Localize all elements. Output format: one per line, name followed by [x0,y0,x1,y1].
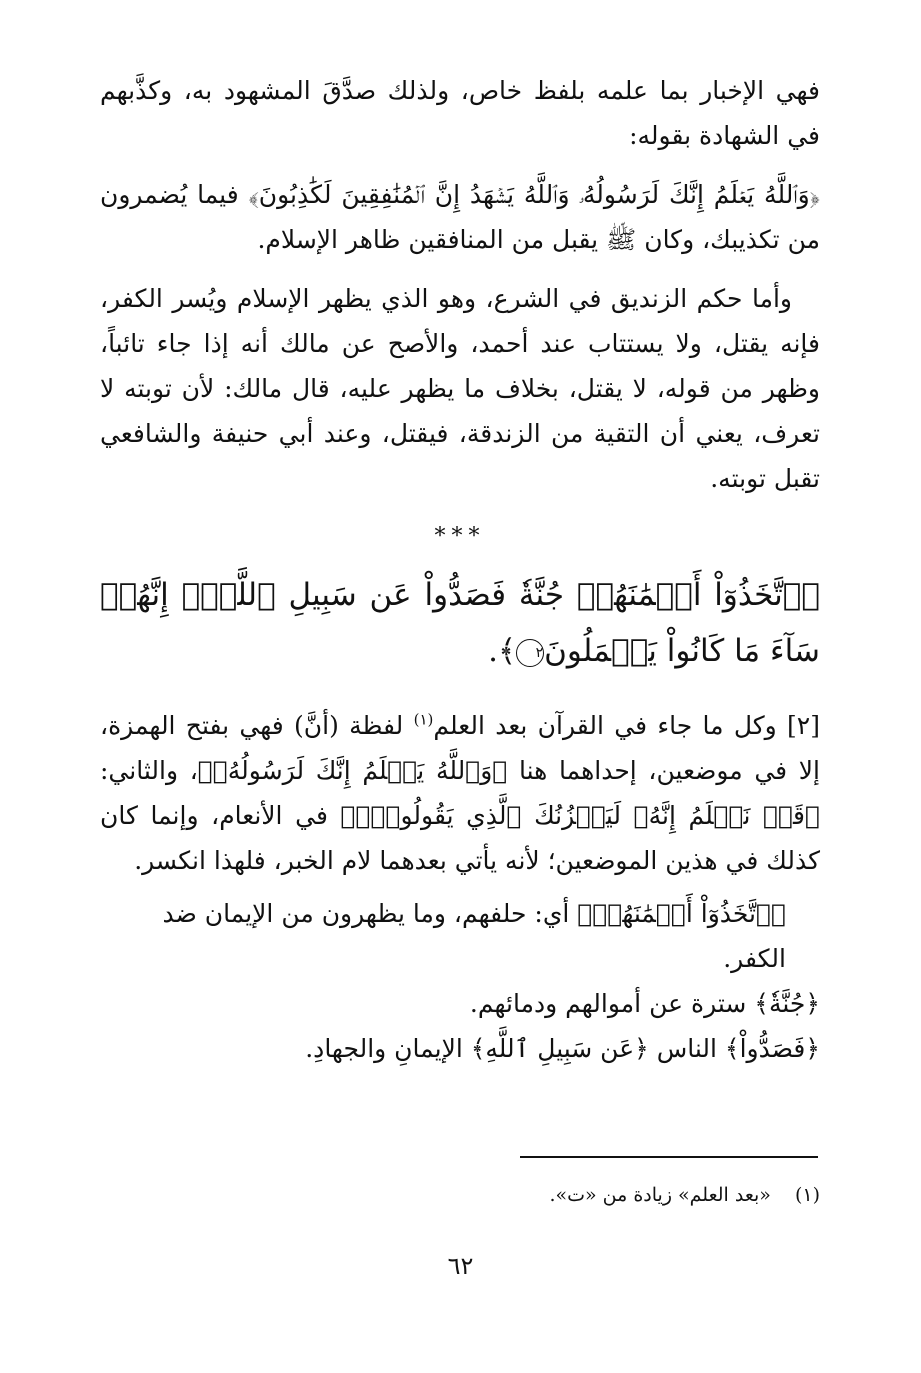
gloss-text-2: الإيمانِ والجهادِ. [305,1034,471,1063]
main-verse [100,567,820,679]
gloss-term-2: ﴿عَن سَبِيلِ ٱللَّهِ﴾ [470,1034,649,1063]
note-2-part1: [٢] وكل ما جاء في القرآن بعد العلم [433,711,820,740]
gloss-item [100,891,820,981]
gloss-item [100,1026,820,1071]
gloss-term: ﴿جُنَّةٗ﴾ [754,989,820,1018]
quran-verse: ﴿وَٱللَّهُ يَعۡلَمُ إِنَّكَ لَرَسُولُهُۥ وَٱللَّهُ يَشۡهَدُ إِنَّ ٱلۡمُنَٰفِقِينَ لَكَٰذِبُونَ﴾ [248,180,820,209]
gloss-text: الناس [648,1034,725,1063]
paragraph-2-text: فيما يُضمرون من تكذيبك، وكان ﷺ يقبل من المنافقين ظاهر الإسلام. [100,180,820,254]
gloss-item [100,981,820,1026]
paragraph-1: فهي الإخبار بما علمه بلفظ خاص، ولذلك صدَّقَ المشهود به، وكذَّبهم في الشهادة بقوله: [100,76,820,150]
footnote-reference[interactable]: (١) [413,710,434,729]
main-verse-closing: ﴾. [488,633,517,669]
gloss-text: سترة عن أموالهم ودمائهم. [469,989,755,1018]
ayah-number-marker: ٢ [516,639,544,667]
section-separator: *** [434,524,486,549]
main-verse-text: ﴿ٱتَّخَذُوٓاْ أَيۡمَٰنَهُمۡ جُنَّةٗ فَصَدُّواْ عَن سَبِيلِ ٱللَّهِۚ إِنَّهُمۡ سَآءَ مَا كَانُواْ يَعۡمَلُونَ [100,577,820,669]
note-2-verse-1: ﴿وَٱللَّهُ يَعۡلَمُ إِنَّكَ لَرَسُولُهُۥ﴾ [197,756,508,785]
footnote [549,1180,820,1210]
gloss-term: ﴿فَصَدُّواْ﴾ [724,1034,820,1063]
paragraph-2 [100,172,820,262]
paragraph-3: وأما حكم الزنديق في الشرع، وهو الذي يظهر الإسلام ويُسر الكفر، فإنه يقتل، ولا يستتاب عند أحمد، والأصح عن مالك أنه إذا جاء تائباً، وظهر من قوله، لا يقتل، بخلاف ما يظهر عليه، قال مالك: لأن توبته لا تعرف، يعني أن التقية من الزندقة، فيقتل، وعند أبي حنيفة والشافعي تقبل توبته. [100,284,820,493]
note-2 [100,703,820,883]
page-number: ٦٢ [447,1252,474,1280]
footnote-divider [520,1156,818,1158]
note-2-part3: ، والثاني: [100,756,198,785]
note-2-verse-2: ﴿قَدۡ نَعۡلَمُ إِنَّهُۥ لَيَحۡزُنُكَ ٱلَّذِي يَقُولُونَۖ﴾ [340,801,820,830]
note-2-part4: في الأنعام، وإنما كان كذلك في هذين الموضعين؛ لأنه يأتي بعدهما لام الخبر، فلهذا انكسر. [100,801,820,875]
gloss-text: أي: حلفهم، وما يظهرون من الإيمان ضد الكفر. [162,899,786,973]
page-body [100,68,820,1071]
note-2-part2: لفظة (أنَّ) فهي بفتح الهمزة، إلا في موضعين، إحداهما هنا [100,711,821,785]
gloss-term: ﴿ٱتَّخَذُوٓاْ أَيۡمَٰنَهُمۡ﴾ [577,899,786,928]
footnote-text: «بعد العلم» زيادة من «ت». [549,1184,771,1206]
footnote-number: (١) [794,1184,820,1206]
